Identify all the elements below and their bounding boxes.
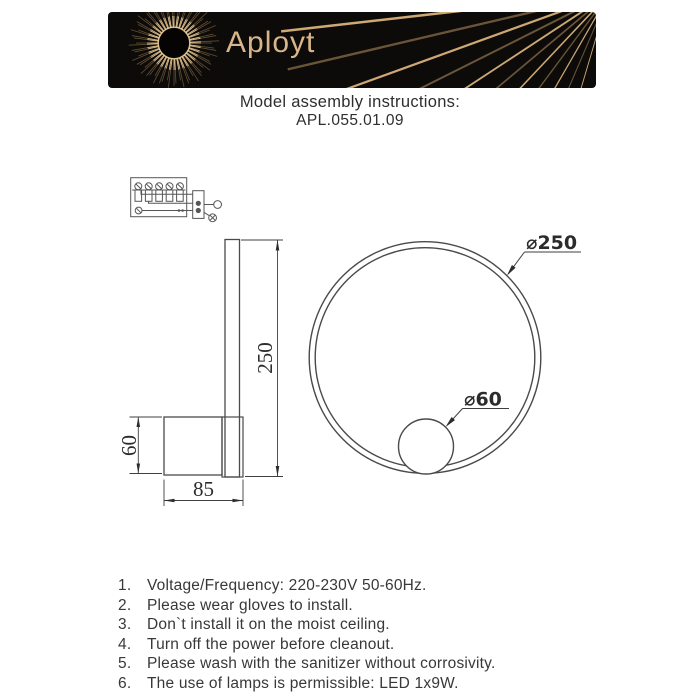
- dim-height-label: 250: [253, 342, 277, 374]
- item-number: 4.: [118, 635, 132, 653]
- instructions-list: [118, 576, 598, 694]
- wiring-diagram: [131, 178, 222, 222]
- item-text: Please wash with the sanitizer without corrosivity.: [147, 655, 496, 673]
- terminal-screws: [135, 183, 184, 202]
- item-text: Voltage/Frequency: 220-230V 50-60Hz.: [147, 577, 427, 594]
- sphere-diameter-callout: [444, 389, 509, 429]
- dim-depth-label: 85: [193, 477, 214, 501]
- item-number: 6.: [118, 674, 132, 692]
- instruction-item: [118, 615, 598, 635]
- banner-decoration: [108, 12, 596, 88]
- technical-drawing: [100, 150, 600, 530]
- instruction-item: [118, 674, 598, 694]
- sunburst-logo-icon: [129, 12, 219, 88]
- brand-text: Aployt: [226, 26, 316, 59]
- instruction-item: [118, 654, 598, 674]
- page-title: Model assembly instructions:: [239, 93, 461, 111]
- instruction-item: [118, 635, 598, 655]
- corner-rays-decoration: [281, 12, 596, 88]
- dim-mount-height-label: 60: [117, 435, 141, 456]
- item-text: The use of lamps is permissible: LED 1x9W.: [147, 674, 459, 692]
- item-number: 5.: [118, 655, 132, 673]
- item-text: Don`t install it on the moist ceiling.: [147, 616, 390, 634]
- front-view: [309, 232, 581, 474]
- side-view: [117, 240, 283, 507]
- sphere-diameter-label: ⌀60: [464, 388, 502, 411]
- item-number: 2.: [118, 596, 132, 614]
- item-number: 3.: [118, 616, 132, 634]
- model-code: APL.055.01.09: [296, 112, 404, 129]
- item-text: Please wear gloves to install.: [147, 596, 353, 614]
- ring-diameter-callout: [505, 232, 581, 277]
- brand-banner: [108, 12, 596, 88]
- instruction-item: [118, 576, 598, 596]
- item-text: Turn off the power before cleanout.: [147, 635, 395, 653]
- instruction-item: [118, 596, 598, 616]
- item-number: 1.: [118, 577, 132, 594]
- ring-diameter-label: ⌀250: [526, 232, 578, 254]
